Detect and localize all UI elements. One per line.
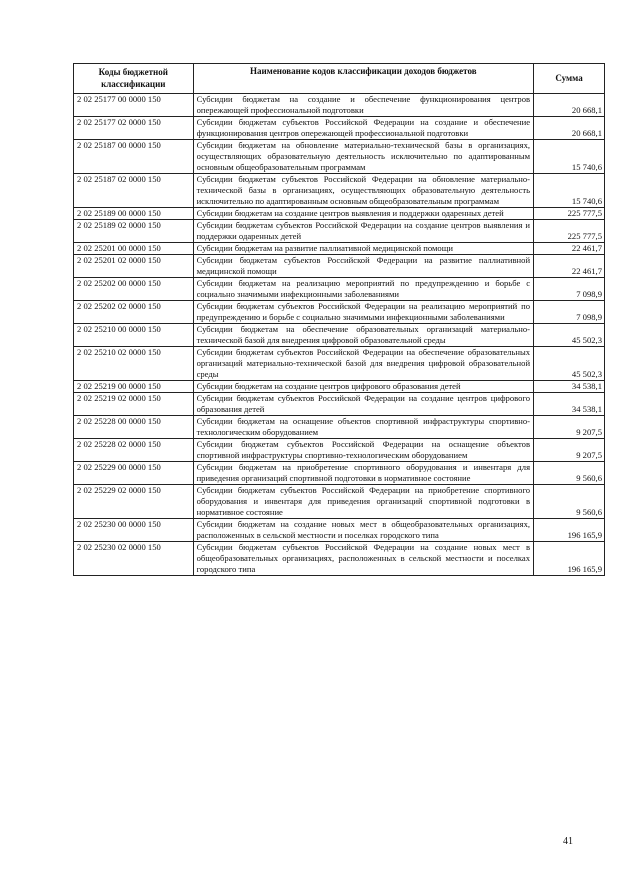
row-name: Субсидии бюджетам субъектов Российской Федерации на создание и обеспечение функционирования центров опережающей профессиональной подготовки [193, 117, 533, 140]
header-codes: Коды бюджетной классификации [74, 64, 194, 94]
table-row [74, 347, 605, 381]
row-name: Субсидии бюджетам субъектов Российской Федерации на оснащение объектов спортивной инфраструктуры спортивно-технологическим оборудованием [193, 439, 533, 462]
header-name: Наименование кодов классификации доходов бюджетов [193, 64, 533, 94]
row-sum: 22 461,7 [534, 243, 605, 255]
row-name: Субсидии бюджетам на оснащение объектов спортивной инфраструктуры спортивно-технологическим оборудованием [193, 416, 533, 439]
row-name: Субсидии бюджетам субъектов Российской Федерации на обновление материально-технической базы в организациях, осуществляющих образовательную деятельность исключительно по адаптированным основным общеобразовательным программам [193, 174, 533, 208]
row-name: Субсидии бюджетам субъектов Российской Федерации на создание новых мест в общеобразовательных организациях, расположенных в сельской местности и поселках городского типа [193, 542, 533, 576]
row-name: Субсидии бюджетам на развитие паллиативной медицинской помощи [193, 243, 533, 255]
row-sum: 15 740,6 [534, 174, 605, 208]
table-row [74, 519, 605, 542]
row-name: Субсидии бюджетам субъектов Российской Федерации на обеспечение образовательных организаций материально-технической базой для внедрения цифровой образовательной среды [193, 347, 533, 381]
row-code: 2 02 25187 00 0000 150 [74, 140, 194, 174]
header-sum: Сумма [534, 64, 605, 94]
row-sum: 34 538,1 [534, 393, 605, 416]
table-row [74, 301, 605, 324]
table-row [74, 324, 605, 347]
row-code: 2 02 25177 00 0000 150 [74, 94, 194, 117]
table-row [74, 243, 605, 255]
row-code: 2 02 25210 00 0000 150 [74, 324, 194, 347]
row-sum: 225 777,5 [534, 220, 605, 243]
table-row [74, 174, 605, 208]
row-code: 2 02 25228 02 0000 150 [74, 439, 194, 462]
table-row [74, 542, 605, 576]
row-name: Субсидии бюджетам на обновление материально-технической базы в организациях, осуществляющих образовательную деятельность исключительно по адаптированным основным общеобразовательным программам [193, 140, 533, 174]
row-code: 2 02 25219 02 0000 150 [74, 393, 194, 416]
budget-classification-table [73, 63, 605, 576]
row-sum: 196 165,9 [534, 542, 605, 576]
row-name: Субсидии бюджетам на приобретение спортивного оборудования и инвентаря для приведения организаций спортивной подготовки в нормативное состояние [193, 462, 533, 485]
row-name: Субсидии бюджетам субъектов Российской Федерации на приобретение спортивного оборудования и инвентаря для приведения организаций спортивной подготовки в нормативное состояние [193, 485, 533, 519]
row-code: 2 02 25177 02 0000 150 [74, 117, 194, 140]
table-row [74, 117, 605, 140]
row-code: 2 02 25189 02 0000 150 [74, 220, 194, 243]
row-sum: 9 560,6 [534, 485, 605, 519]
table-row [74, 462, 605, 485]
row-sum: 9 207,5 [534, 416, 605, 439]
row-sum: 15 740,6 [534, 140, 605, 174]
row-sum: 225 777,5 [534, 208, 605, 220]
row-sum: 34 538,1 [534, 381, 605, 393]
table-row [74, 439, 605, 462]
row-sum: 7 098,9 [534, 278, 605, 301]
table-row [74, 416, 605, 439]
row-sum: 7 098,9 [534, 301, 605, 324]
row-sum: 196 165,9 [534, 519, 605, 542]
row-sum: 45 502,3 [534, 324, 605, 347]
row-name: Субсидии бюджетам субъектов Российской Федерации на создание центров выявления и поддержки одаренных детей [193, 220, 533, 243]
row-sum: 22 461,7 [534, 255, 605, 278]
row-sum: 9 207,5 [534, 439, 605, 462]
row-code: 2 02 25187 02 0000 150 [74, 174, 194, 208]
table-row [74, 485, 605, 519]
row-name: Субсидии бюджетам на создание центров цифрового образования детей [193, 381, 533, 393]
table-row [74, 94, 605, 117]
row-code: 2 02 25202 02 0000 150 [74, 301, 194, 324]
table-row [74, 393, 605, 416]
row-code: 2 02 25229 00 0000 150 [74, 462, 194, 485]
row-name: Субсидии бюджетам на создание центров выявления и поддержки одаренных детей [193, 208, 533, 220]
table-row [74, 208, 605, 220]
row-code: 2 02 25219 00 0000 150 [74, 381, 194, 393]
row-code: 2 02 25210 02 0000 150 [74, 347, 194, 381]
table-body [74, 94, 605, 576]
row-code: 2 02 25230 00 0000 150 [74, 519, 194, 542]
row-code: 2 02 25201 00 0000 150 [74, 243, 194, 255]
row-name: Субсидии бюджетам на создание новых мест в общеобразовательных организациях, расположенных в сельской местности и поселках городского типа [193, 519, 533, 542]
row-code: 2 02 25202 00 0000 150 [74, 278, 194, 301]
row-sum: 20 668,1 [534, 94, 605, 117]
row-name: Субсидии бюджетам на реализацию мероприятий по предупреждению и борьбе с социально значимыми инфекционными заболеваниями [193, 278, 533, 301]
row-name: Субсидии бюджетам на обеспечение образовательных организаций материально-технической базой для внедрения цифровой образовательной среды [193, 324, 533, 347]
row-name: Субсидии бюджетам субъектов Российской Федерации на развитие паллиативной медицинской помощи [193, 255, 533, 278]
row-code: 2 02 25230 02 0000 150 [74, 542, 194, 576]
row-name: Субсидии бюджетам субъектов Российской Федерации на создание центров цифрового образования детей [193, 393, 533, 416]
table-row [74, 255, 605, 278]
row-sum: 20 668,1 [534, 117, 605, 140]
row-code: 2 02 25229 02 0000 150 [74, 485, 194, 519]
row-name: Субсидии бюджетам на создание и обеспечение функционирования центров опережающей профессиональной подготовки [193, 94, 533, 117]
table-row [74, 140, 605, 174]
row-code: 2 02 25201 02 0000 150 [74, 255, 194, 278]
page-number: 41 [563, 836, 573, 847]
row-sum: 9 560,6 [534, 462, 605, 485]
table-row [74, 278, 605, 301]
row-name: Субсидии бюджетам субъектов Российской Федерации на реализацию мероприятий по предупреждению и борьбе с социально значимыми инфекционными заболеваниями [193, 301, 533, 324]
row-code: 2 02 25228 00 0000 150 [74, 416, 194, 439]
row-sum: 45 502,3 [534, 347, 605, 381]
table-row [74, 220, 605, 243]
table-header-row [74, 64, 605, 94]
row-code: 2 02 25189 00 0000 150 [74, 208, 194, 220]
table-row [74, 381, 605, 393]
